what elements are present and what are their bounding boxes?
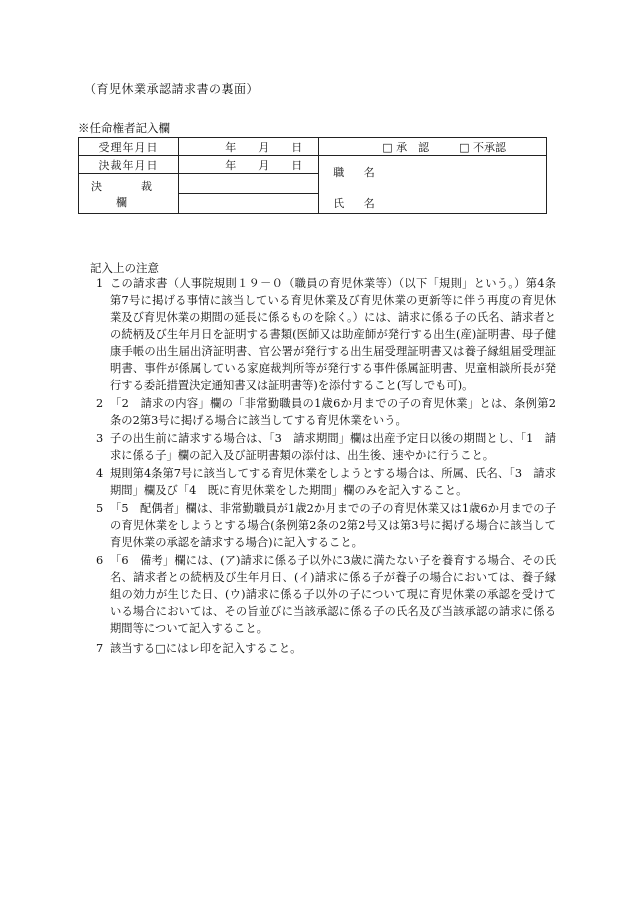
year-label: 年	[225, 158, 237, 172]
decision-date-label: 決裁年月日	[79, 156, 179, 174]
note-item: 6 「6 備考」欄には、(ア)請求に係る子以外に3歳に満たない子を養育する場合、その氏名、請求者との続柄及び生年月日、(イ)請求に係る子が養子の場合においては、養子縁組の効力が生じた日、(ウ)請求に係る子以外の子について現に育児休業の承認を受けている場合においては、その旨並びに当該承認に係る子の氏名及び当該承認の請求に係る期間等について記入すること。	[96, 554, 556, 635]
approve-checkbox[interactable]: □ 承 認	[382, 140, 430, 154]
month-label: 月	[258, 140, 270, 154]
approval-field-2[interactable]	[179, 194, 319, 214]
page-title: （育児休業承認請求書の裏面）	[84, 82, 260, 96]
appointing-authority-table	[78, 137, 547, 214]
note-item: 2 「2 請求の内容」欄の「非常勤職員の1歳6か月までの子の育児休業」とは、条例第2条の2第3号に掲げる場合に該当してする育児休業をいう。	[96, 397, 556, 427]
note-item: 1 この請求書（人事院規則１９－０（職員の育児休業等）（以下「規則」という。）第4条第7号に掲げる事情に該当している育児休業及び育児休業の更新等に伴う再度の育児休業及び育児休業の期間の延長に係るものを除く。）には、請求に係る子の氏名、請求者との続柄及び生年月日を証明する書類(医師又は助産師が発行する出生(産)証明書、母子健康手帳の出生届出済証明書、官公署が発行する出生届受理証明書又は養子縁組届受理証明書、事件が係属している家庭裁判所等が発行する事件係属証明書、児童相談所長が発行する委託措置決定通知書又は証明書等)を添付すること(写しでも可)。	[96, 277, 557, 392]
name-label: 氏 名	[333, 196, 383, 210]
note-item: 4 規則第4条第7号に該当してする育児休業をしようとする場合は、所属、氏名、「3 請求期間」欄及び「4 既に育児休業をした期間」欄のみを記入すること。	[96, 467, 556, 497]
decision-date-field[interactable]	[179, 156, 319, 174]
year-label: 年	[225, 140, 237, 154]
disapprove-checkbox[interactable]: □ 不承認	[459, 140, 506, 154]
notes-list	[96, 275, 556, 658]
receipt-date-field[interactable]	[179, 138, 319, 156]
section-label: ※任命権者記入欄	[78, 121, 170, 135]
position-label: 職 名	[333, 165, 383, 179]
day-label: 日	[291, 158, 303, 172]
note-item: 5 「5 配偶者」欄は、非常勤職員が1歳2か月までの子の育児休業又は1歳6か月までの子の育児休業をしようとする場合(条例第2条の2第2号又は第3号に掲げる場合に該当して育児休業の承認を請求する場合)に記入すること。	[96, 502, 556, 549]
note-item: 3 子の出生前に請求する場合は、「3 請求期間」欄は出産予定日以後の期間とし、「1 請求に係る子」欄の記入及び証明書類の添付は、出生後、速やかに行うこと。	[96, 432, 556, 462]
approval-field-1[interactable]	[179, 174, 319, 194]
day-label: 日	[291, 140, 303, 154]
approval-column-label: 決 裁 欄	[79, 174, 179, 214]
approval-checkboxes[interactable]	[319, 138, 547, 156]
month-label: 月	[258, 158, 270, 172]
receipt-date-label: 受理年月日	[79, 138, 179, 156]
notes-title: 記入上の注意	[90, 261, 159, 275]
note-item: 7 該当する□にはレ印を記入すること。	[96, 642, 302, 655]
signature-area[interactable]	[319, 156, 547, 214]
